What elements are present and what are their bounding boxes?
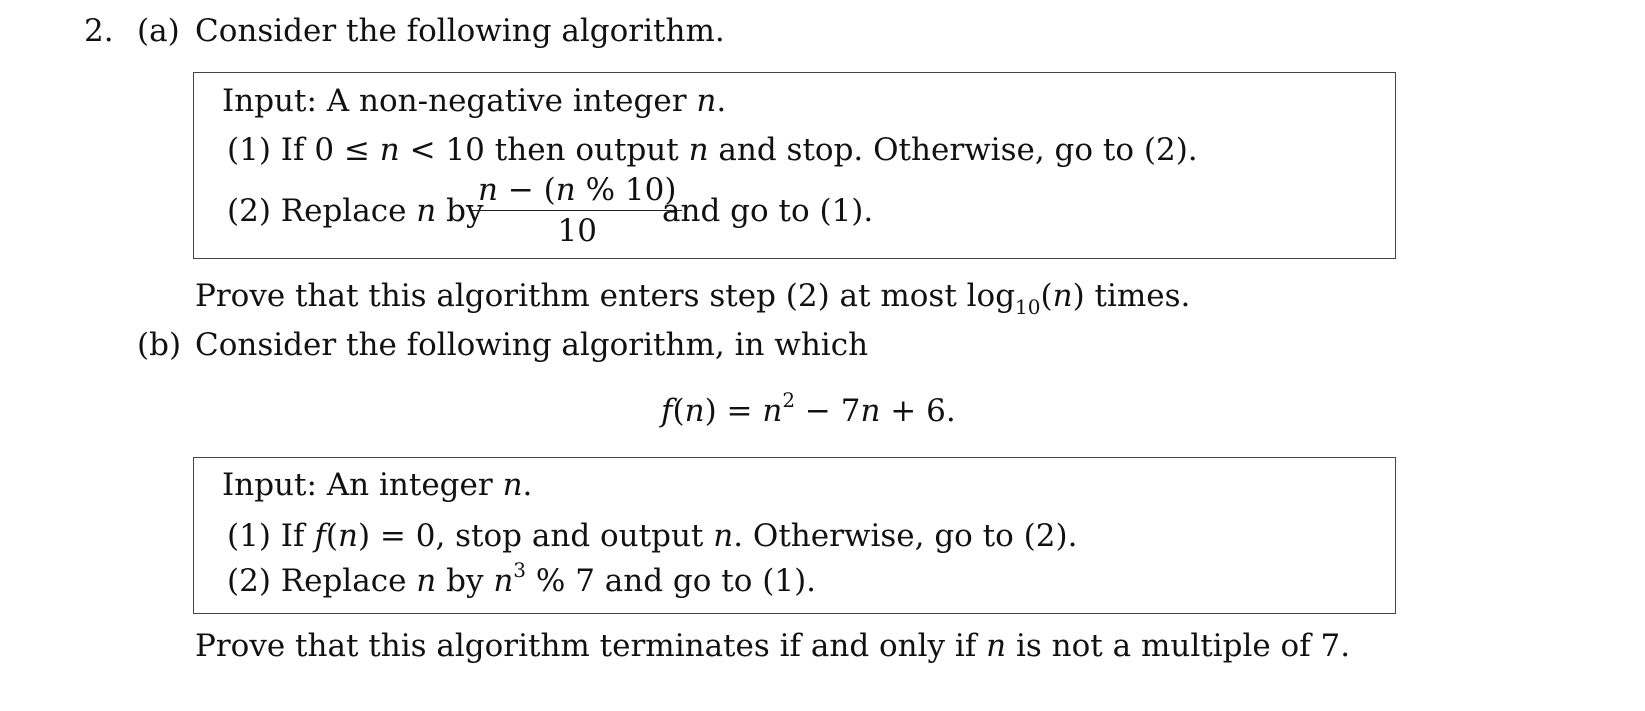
if-word: If <box>280 132 305 168</box>
step2-rest: % 7 and go to (1). <box>526 563 817 599</box>
by-text: by <box>446 193 484 229</box>
step-number: (2) <box>227 193 271 229</box>
var-n: n <box>379 132 400 168</box>
paren-open: ( <box>1040 278 1053 314</box>
step-number: (1) <box>227 518 271 554</box>
part-a-intro: Consider the following algorithm. <box>195 13 725 49</box>
var-n: n <box>416 193 437 229</box>
step1-rest: . Otherwise, go to (2). <box>733 518 1078 554</box>
prove-end: ) times. <box>1072 278 1191 314</box>
var-n: n <box>555 172 576 208</box>
input-end: . <box>522 467 533 503</box>
replace-text: Replace <box>280 563 407 599</box>
input-text: A non-negative integer <box>326 83 687 119</box>
algorithm-a-step1 <box>227 132 1198 168</box>
func-f: f <box>661 393 673 429</box>
step1-mid: ) = 0, stop and output <box>357 518 704 554</box>
var-n: n <box>478 172 498 208</box>
problem-number: 2. <box>84 13 114 49</box>
algorithm-a-input-line <box>222 83 726 119</box>
var-n: n <box>502 467 523 503</box>
then-text: then output <box>494 132 679 168</box>
paren-open: ( <box>325 518 338 554</box>
var-n: n <box>713 518 734 554</box>
part-b-prove <box>195 628 1350 664</box>
part-b-intro: Consider the following algorithm, in which <box>195 327 869 363</box>
input-text: An integer <box>326 467 493 503</box>
numerator-mid: − ( <box>497 172 556 208</box>
condition-lower: 0 ≤ <box>314 132 370 168</box>
var-n: n <box>337 518 358 554</box>
log-base: 10 <box>1015 295 1041 319</box>
condition-upper: < 10 <box>409 132 485 168</box>
algorithm-a-step2-lead <box>227 193 483 229</box>
var-n: n <box>696 83 717 119</box>
numerator-end: % 10) <box>575 172 677 208</box>
fraction-denominator: 10 <box>557 213 597 249</box>
prove-end: is not a multiple of 7. <box>1016 628 1351 664</box>
algorithm-b-step2 <box>227 558 817 602</box>
exponent: 3 <box>513 558 527 582</box>
by-text: by <box>446 563 484 599</box>
var-n: n <box>860 393 881 429</box>
input-end: . <box>716 83 727 119</box>
input-label: Input: <box>222 467 317 503</box>
part-a-prove <box>195 278 1190 317</box>
func-f: f <box>314 518 326 554</box>
step-number: (2) <box>227 563 271 599</box>
part-b-label: (b) <box>137 327 182 363</box>
part-a-label: (a) <box>137 13 180 49</box>
eq-open: ( <box>672 393 685 429</box>
var-n: n <box>416 563 437 599</box>
algorithm-b-input-line <box>222 467 532 503</box>
exponent: 2 <box>782 388 796 412</box>
fraction <box>472 172 682 249</box>
var-n: n <box>986 628 1007 664</box>
var-n: n <box>762 393 783 429</box>
var-n: n <box>684 393 705 429</box>
fraction-numerator <box>472 172 682 211</box>
algorithm-b-step1 <box>227 518 1077 554</box>
step-number: (1) <box>227 132 271 168</box>
input-label: Input: <box>222 83 317 119</box>
eq-end: + 6. <box>880 393 956 429</box>
var-n: n <box>1052 278 1073 314</box>
prove-text: Prove that this algorithm enters step (2) at most log <box>195 278 1016 314</box>
eq-mid: − 7 <box>795 393 861 429</box>
if-word: If <box>280 518 305 554</box>
var-n: n <box>493 563 514 599</box>
replace-text: Replace <box>280 193 407 229</box>
algorithm-a-step2-rest: and go to (1). <box>662 193 874 229</box>
var-n: n <box>688 132 709 168</box>
equation <box>661 388 956 432</box>
prove-text: Prove that this algorithm terminates if and only if <box>195 628 977 664</box>
eq-close: ) = <box>704 393 763 429</box>
step1-rest: and stop. Otherwise, go to (2). <box>718 132 1198 168</box>
